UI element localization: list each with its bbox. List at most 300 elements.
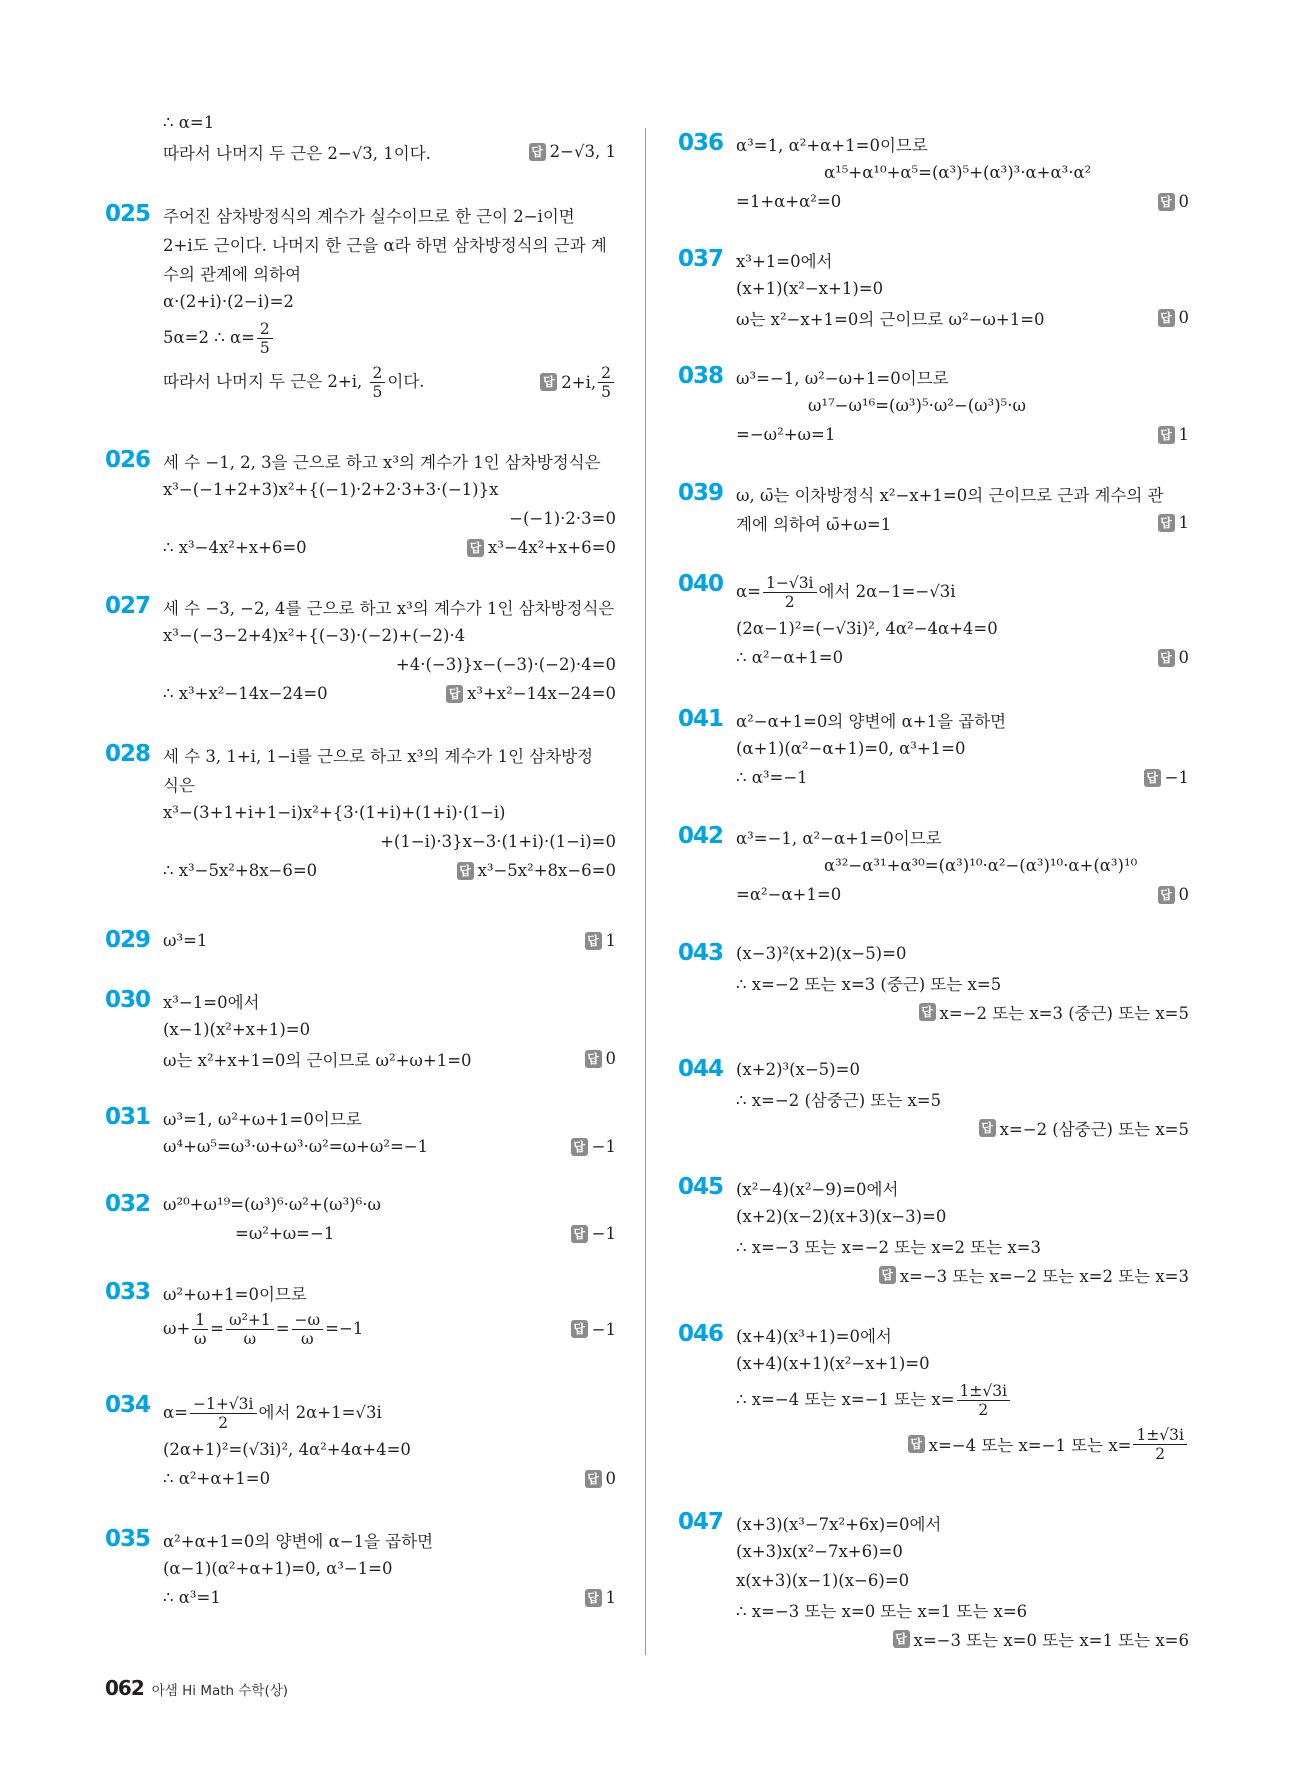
answer [1158,885,1190,904]
math-text: ω⁴+ω⁵=ω³·ω+ω³·ω²=ω+ω²=−1 [163,1137,429,1156]
fraction [257,320,273,357]
solution-body [736,1055,1189,1142]
problem-035 [105,1525,620,1612]
math-text: (x²−4)(x²−9)=0에서 [736,1179,899,1199]
math-text: α·(2+i)·(2−i)=2 [163,292,294,311]
solution-body [736,129,1189,216]
solution-text [396,655,616,674]
answer [446,684,616,703]
math-text: −(−1)·2·3=0 [509,509,616,528]
solution-line [163,1525,616,1554]
solution-body [736,939,1189,1026]
problem-047 [678,1508,1193,1653]
math-text: −1 [591,1319,616,1339]
problem-046 [678,1320,1193,1466]
math-text: x³−(3+1+i+1−i)x²+{3·(1+i)+(1+i)·(1−i) [163,803,506,822]
problem-029 [105,926,620,955]
math-text: x³−1=0에서 [163,992,260,1012]
solution-body [163,1525,616,1612]
problem-027 [105,592,620,708]
answer-badge-icon: 답 [1158,426,1175,444]
solution-line [163,137,616,166]
solution-text [163,1528,433,1552]
solution-line [163,679,616,708]
solution-body [163,200,616,404]
math-text: α³=−1, α²−α+1=0이므로 [736,828,942,848]
solution-line [163,740,616,769]
answer [585,1049,617,1068]
math-text: (2α−1)²=(−√3i)², 4α²−4α+4=0 [736,619,998,638]
answer [585,931,617,950]
math-text: x³+1=0에서 [736,251,833,271]
math-text: 0 [605,1469,616,1488]
answer [919,1000,1189,1024]
solution-text [163,1395,382,1432]
math-text: =1+α+α²=0 [736,192,842,211]
problem-number: 042 [678,823,724,849]
answer-badge-icon: 답 [919,1003,936,1021]
math-text: ω는 x²+x+1=0의 근이므로 ω²+ω+1=0 [163,1050,472,1070]
math-text: +(1−i)·3}x−3·(1+i)·(1−i)=0 [380,832,616,851]
math-text: 0 [1178,648,1189,667]
solution-line [736,1378,1189,1422]
problem-026 [105,446,620,562]
solution-line [736,570,1189,614]
math-text: x=−4 또는 x=−1 또는 x= [928,1436,1132,1455]
fraction [1133,1426,1187,1463]
math-text: −1 [1164,768,1189,787]
solution-text [163,449,601,473]
math-text: (x+2)(x−2)(x+3)(x−3)=0 [736,1207,947,1226]
solution-line [163,1464,616,1493]
solution-text [163,626,465,645]
problem-number: 038 [678,363,724,389]
answer [1144,768,1189,787]
answer-badge-icon: 답 [893,1630,910,1648]
solution-text [163,203,575,227]
solution-text [736,739,965,758]
answer [879,1263,1189,1287]
answer-badge-icon: 답 [540,373,557,391]
math-text: =α²−α+1=0 [736,885,842,904]
math-text: (2α+1)²=(√3i)², 4α²+4α+4=0 [163,1440,411,1459]
solution-body [163,108,616,166]
fraction [957,1382,1011,1419]
problem-number: 035 [105,1526,151,1552]
solution-text [163,861,317,880]
solution-text [163,232,607,256]
solution-line [163,1015,616,1044]
solution-text [824,163,1091,182]
problem-039 [678,479,1193,537]
problem-037 [678,245,1193,332]
fraction [226,1311,274,1348]
answer-badge-icon: 답 [1158,309,1175,327]
math-text: ∴ α²−α+1=0 [736,648,844,667]
math-text: (x+3)(x³−7x²+6x)=0에서 [736,1514,942,1534]
solution-line [736,158,1189,187]
answer [529,142,616,161]
solution-text [163,1195,381,1214]
solution-text [736,306,1045,330]
answer [585,1588,617,1607]
math-text: ∴ x=−3 또는 x=−2 또는 x=2 또는 x=3 [736,1237,1042,1257]
math-text: x³−4x²+x+6=0 [488,538,616,557]
solution-line [736,508,1189,537]
solution-line [163,798,616,827]
problem-031 [105,1103,620,1161]
answer-badge-icon: 답 [1158,514,1175,532]
solution-line [163,287,616,316]
solution-text [163,803,505,822]
math-text: ω²⁰+ω¹⁹=(ω³)⁶·ω²+(ω³)⁶·ω [163,1195,381,1214]
math-text: (x+2)³(x−5)=0 [736,1060,860,1079]
problem-number: 043 [678,940,724,966]
solution-body [736,1320,1189,1466]
solution-text [736,971,1001,995]
problem-continued [105,108,620,166]
solution-line [736,129,1189,158]
solution-text [163,480,498,499]
math-text: 주어진 삼차방정식의 계수가 실수이므로 한 근이 2−i이면 [163,206,575,226]
answer [1158,425,1190,444]
answer [1158,192,1190,211]
math-text: α²+α+1=0의 양변에 α−1을 곱하면 [163,1531,434,1551]
solution-line [736,1202,1189,1231]
answer-badge-icon: 답 [1158,886,1175,904]
problem-number: 034 [105,1392,151,1418]
solution-line [163,1307,616,1351]
fraction-denominator: 2 [1155,1444,1166,1463]
math-text: (x+3)x(x²−7x+6)=0 [736,1542,903,1561]
solution-text [736,279,883,298]
math-text: ∴ x=−2 또는 x=3 (중근) 또는 x=5 [736,974,1002,994]
math-text: =−ω²+ω=1 [736,425,836,444]
solution-line [736,822,1189,851]
problem-number: 033 [105,1279,151,1305]
answer-badge-icon: 답 [446,685,463,703]
math-text: 0 [1178,308,1189,327]
fraction-denominator: 2 [978,1400,989,1419]
problem-number: 047 [678,1509,724,1535]
fraction-numerator: 2 [370,364,386,383]
answer [571,1224,616,1243]
column-divider [645,128,646,1655]
solution-text [163,292,294,311]
solution-text [736,1323,892,1347]
answer-badge-icon: 답 [571,1138,588,1156]
solution-line [163,229,616,258]
solution-text [163,1106,362,1130]
answer-badge-icon: 답 [585,1470,602,1488]
answer-badge-icon: 답 [585,1589,602,1607]
problem-042 [678,822,1193,909]
math-text: ∴ x³−4x²+x+6=0 [163,538,307,557]
problem-number: 025 [105,201,151,227]
math-text: (α+1)(α²−α+1)=0, α³+1=0 [736,739,966,758]
solution-line [163,1044,616,1073]
fraction [370,364,386,401]
answer [571,1137,616,1156]
solution-line [736,763,1189,792]
fraction-denominator: ω [243,1329,257,1348]
problem-number: 029 [105,927,151,953]
solution-text [736,768,808,787]
problem-045 [678,1173,1193,1289]
solution-line [163,200,616,229]
solution-line [163,316,616,360]
problem-041 [678,705,1193,792]
solution-text [163,1311,363,1348]
fraction-denominator: ω [193,1329,207,1348]
solution-body [736,705,1189,792]
solution-line [736,614,1189,643]
problem-number: 044 [678,1056,724,1082]
math-text: 2−√3, 1 [549,142,616,161]
solution-text [380,832,616,851]
problem-number: 041 [678,706,724,732]
solution-line [736,851,1189,880]
math-text: (x+1)(x²−x+1)=0 [736,279,884,298]
solution-line [163,769,616,798]
solution-body [163,986,616,1073]
problem-number: 039 [678,480,724,506]
solution-line [163,108,616,137]
solution-text [808,396,1026,415]
fraction-numerator: −1+√3i [190,1395,257,1414]
answer [1158,308,1190,327]
answer [1158,513,1190,532]
math-text: 식은 [163,775,195,795]
solution-text [163,538,307,557]
math-text: ∴ α³=1 [163,1588,221,1607]
problem-number: 026 [105,447,151,473]
problem-043 [678,939,1193,1026]
math-text: (x−1)(x²+x+1)=0 [163,1020,311,1039]
solution-body [163,1103,616,1161]
math-text: (x+4)(x+1)(x²−x+1)=0 [736,1354,930,1373]
solution-line [163,592,616,621]
solution-line [163,1391,616,1435]
math-text: = [275,1318,290,1338]
solution-body [736,570,1189,672]
solution-text [509,509,616,528]
solution-body [163,926,616,955]
solution-line [163,827,616,856]
math-text: x=−2 또는 x=3 (중근) 또는 x=5 [939,1003,1189,1023]
math-text: =−1 [325,1318,364,1338]
solution-line [736,1595,1189,1624]
fraction-numerator: 1±√3i [957,1382,1011,1401]
solution-text [736,248,832,272]
solution-line [163,986,616,1015]
answer-badge-icon: 답 [467,539,484,557]
solution-line [736,362,1189,391]
math-text: x=−3 또는 x=0 또는 x=1 또는 x=6 [913,1630,1189,1650]
answer-badge-icon: 답 [571,1225,588,1243]
fraction [192,1311,208,1348]
fraction-denominator: ω [301,1329,314,1348]
solution-text [163,684,328,703]
math-text: (x+4)(x³+1)=0에서 [736,1326,892,1346]
solution-text [163,1047,472,1071]
solution-text [163,1588,221,1607]
answer [585,1469,617,1488]
solution-line [163,1554,616,1583]
answer-badge-icon: 답 [1158,193,1175,211]
solution-text [736,1176,898,1200]
solution-line [736,1508,1189,1537]
math-text: α= [163,1402,188,1422]
math-text: x³−(−3−2+4)x²+{(−3)·(−2)+(−2)·4 [163,626,466,645]
math-text: ∴ x=−4 또는 x=−1 또는 x= [736,1389,955,1409]
math-text: ∴ α=1 [163,113,215,132]
answer-badge-icon: 답 [1144,769,1161,787]
solution-text [736,1354,930,1373]
solution-body [163,1278,616,1351]
solution-text [736,1207,946,1226]
solution-line [736,1173,1189,1202]
math-text: 0 [605,1049,616,1068]
solution-line [736,1537,1189,1566]
answer-badge-icon: 답 [457,862,474,880]
math-text: −1 [591,1137,616,1156]
fraction [292,1311,324,1348]
solution-line [736,1231,1189,1260]
solution-body [163,592,616,708]
book-title: 아샘 Hi Math 수학(상) [151,1683,289,1699]
solution-body [163,740,616,885]
problem-033 [105,1278,620,1351]
answer [979,1116,1189,1140]
math-text: ω²+ω+1=0이므로 [163,1284,307,1304]
math-text: ∴ x=−3 또는 x=0 또는 x=1 또는 x=6 [736,1601,1028,1621]
solution-text [736,1542,903,1561]
problem-number: 027 [105,593,151,619]
fraction-denominator: 5 [372,382,383,401]
solution-text [163,772,195,796]
answer-badge-icon: 답 [529,143,546,161]
solution-body [736,479,1189,537]
solution-line [163,1103,616,1132]
solution-line [736,479,1189,508]
solution-line [163,1435,616,1464]
solution-line [736,997,1189,1026]
math-text: 1 [605,1588,616,1607]
solution-line [736,939,1189,968]
solution-line [163,504,616,533]
math-text: x³+x²−14x−24=0 [467,684,616,703]
solution-line [163,1219,616,1248]
fraction-numerator: 1−√3i [763,574,817,593]
answer [1158,648,1190,667]
solution-line [736,274,1189,303]
answer-badge-icon: 답 [571,1320,588,1338]
math-text: ω³=1 [163,931,208,950]
fraction [190,1395,257,1432]
problem-040 [678,570,1193,672]
answer [467,538,616,557]
solution-line [736,303,1189,332]
math-text: ω+ [163,1318,191,1338]
fraction-numerator: 2 [257,320,273,339]
math-text: ∴ α²+α+1=0 [163,1469,271,1488]
solution-line [163,475,616,504]
solution-body [736,362,1189,449]
fraction-denominator: 5 [259,338,270,357]
solution-line [163,650,616,679]
math-text: α= [736,581,761,601]
solution-text [163,1469,270,1488]
solution-line [163,856,616,885]
math-text: 따라서 나머지 두 근은 2−√3, 1이다. [163,143,431,163]
math-text: 수의 관계에 의하여 [163,264,302,284]
solution-line [736,187,1189,216]
math-text: 0 [1178,192,1189,211]
solution-line [163,1278,616,1307]
fraction [598,364,614,401]
math-text: 5α=2 ∴ α= [163,327,255,347]
math-text: ∴ x=−2 (삼중근) 또는 x=5 [736,1090,942,1110]
math-text: ω¹⁷−ω¹⁶=(ω³)⁵·ω²−(ω³)⁵·ω [808,396,1026,415]
fraction-numerator: −ω [292,1311,324,1330]
fraction-numerator: 1±√3i [1133,1426,1187,1445]
fraction [763,574,817,611]
problem-030 [105,986,620,1073]
math-text: ∴ α³=−1 [736,768,808,787]
solution-text [736,619,998,638]
solution-line [736,1566,1189,1595]
problem-number: 036 [678,130,724,156]
solution-text [736,511,891,535]
math-text: 세 수 −1, 2, 3을 근으로 하고 x³의 계수가 1인 삼차방정식은 [163,452,601,472]
problem-038 [678,362,1193,449]
solution-text [736,425,835,444]
fraction-numerator: 2 [598,364,614,383]
answer-badge-icon: 답 [879,1266,896,1284]
math-text: (x−3)²(x+2)(x−5)=0 [736,944,907,963]
math-text: x³−(−1+2+3)x²+{(−1)·2+2·3+3·(−1)}x [163,480,499,499]
math-text: 계에 의하여 ω̄+ω=1 [736,514,892,534]
solution-body [736,245,1189,332]
solution-line [163,360,616,404]
problem-036 [678,129,1193,216]
solution-text [736,825,942,849]
solution-line [736,1349,1189,1378]
solution-line [163,533,616,562]
fraction-numerator: ω²+1 [226,1311,274,1330]
solution-text [163,113,214,132]
solution-body [163,446,616,562]
problem-number: 046 [678,1321,724,1347]
solution-line [736,1320,1189,1349]
solution-text [736,648,843,667]
math-text: x³−5x²+8x−6=0 [477,861,616,880]
problem-number: 031 [105,1104,151,1130]
math-text: 2+i도 근이다. 나머지 한 근을 α라 하면 삼차방정식의 근과 계 [163,235,607,255]
math-text: 따라서 나머지 두 근은 2+i, [163,371,368,391]
solution-text [163,364,425,401]
problem-028 [105,740,620,885]
solution-text [736,1571,909,1590]
math-text: α³²−α³¹+α³⁰=(α³)¹⁰·α²−(α³)¹⁰·α+(α³)¹⁰ [824,856,1138,875]
solution-line [163,1190,616,1219]
solution-line [736,1084,1189,1113]
solution-body [163,1190,616,1248]
problem-044 [678,1055,1193,1142]
solution-line [163,446,616,475]
math-text: 2+i, [561,372,597,392]
